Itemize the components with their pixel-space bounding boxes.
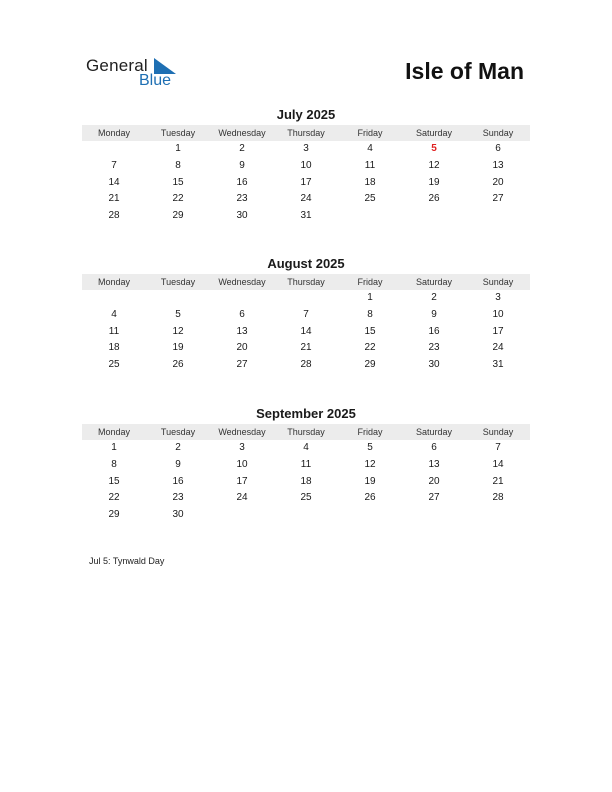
weekday-header-row	[82, 424, 530, 440]
week-row	[82, 141, 530, 158]
day-cell: 27	[492, 193, 504, 205]
day-cell: 15	[364, 325, 376, 337]
empty-day-cell	[466, 208, 530, 225]
day-cell: 13	[492, 159, 504, 171]
empty-day-cell	[338, 507, 402, 524]
empty-day-cell	[210, 507, 274, 524]
week-row	[82, 357, 530, 374]
month-title: September 2025	[256, 406, 356, 421]
weekday-header: Saturday	[415, 427, 453, 437]
weekday-header: Monday	[97, 427, 131, 437]
day-cell: 26	[364, 492, 376, 504]
day-cell: 23	[172, 492, 184, 504]
day-cell: 13	[428, 458, 440, 470]
day-cell: 21	[492, 475, 504, 487]
logo-blue-text: Blue	[139, 72, 172, 89]
day-cell: 9	[431, 308, 437, 320]
day-cell: 17	[492, 325, 504, 337]
day-cell: 29	[364, 359, 376, 371]
day-cell: 12	[172, 325, 184, 337]
day-cell: 7	[111, 159, 117, 171]
day-cell: 21	[108, 193, 120, 205]
day-cell: 1	[175, 143, 181, 154]
day-cell: 26	[172, 359, 184, 371]
day-cell: 24	[300, 193, 312, 205]
weekday-header: Friday	[357, 427, 383, 437]
day-cell: 20	[236, 342, 248, 354]
weekday-header: Tuesday	[160, 277, 196, 287]
empty-day-cell	[402, 507, 466, 524]
weekday-header: Tuesday	[160, 427, 196, 437]
week-row	[82, 490, 530, 507]
day-cell: 25	[300, 492, 312, 504]
week-row	[82, 324, 530, 341]
empty-day-cell	[402, 208, 466, 225]
weekday-header: Monday	[97, 277, 131, 287]
empty-day-cell	[82, 141, 146, 158]
day-cell: 23	[428, 342, 440, 354]
empty-day-cell	[82, 290, 146, 307]
day-cell: 15	[108, 475, 120, 487]
week-row	[82, 340, 530, 357]
day-cell: 18	[364, 176, 376, 188]
day-cell: 3	[239, 442, 245, 453]
weekday-header: Sunday	[482, 277, 514, 287]
day-cell: 10	[300, 159, 312, 171]
weekday-header: Friday	[357, 277, 383, 287]
day-cell: 6	[431, 442, 437, 453]
week-row	[82, 290, 530, 307]
day-cell: 4	[367, 143, 373, 154]
day-cell: 1	[367, 292, 373, 303]
day-cell: 25	[108, 359, 120, 371]
day-cell: 22	[364, 342, 376, 354]
day-cell: 28	[300, 359, 312, 371]
week-row	[82, 191, 530, 208]
day-cell: 30	[172, 509, 184, 521]
day-cell: 5	[431, 143, 437, 154]
day-cell: 22	[108, 492, 120, 504]
day-cell: 19	[172, 342, 184, 354]
country-title: Isle of Man	[405, 58, 524, 84]
weekday-header: Thursday	[287, 427, 325, 437]
day-cell: 17	[300, 176, 312, 188]
day-cell: 22	[172, 193, 184, 205]
day-cell: 14	[492, 458, 504, 470]
month-calendar	[82, 106, 530, 225]
day-cell: 11	[300, 458, 312, 470]
week-row	[82, 158, 530, 175]
empty-day-cell	[146, 290, 210, 307]
day-cell: 25	[364, 193, 376, 205]
holiday-note: Jul 5: Tynwald Day	[89, 556, 165, 566]
day-cell: 26	[428, 193, 440, 205]
weekday-header: Saturday	[415, 128, 453, 138]
day-cell: 7	[495, 442, 501, 453]
month-calendar	[82, 405, 530, 524]
weekday-header-row	[82, 274, 530, 290]
day-cell: 15	[172, 176, 184, 188]
day-cell: 29	[172, 210, 184, 222]
day-cell: 20	[492, 176, 504, 188]
logo	[86, 56, 186, 92]
weekday-header: Thursday	[287, 277, 325, 287]
day-cell: 24	[236, 492, 248, 504]
day-cell: 27	[428, 492, 440, 504]
empty-day-cell	[274, 507, 338, 524]
day-cell: 14	[300, 325, 312, 337]
weekday-header: Saturday	[415, 277, 453, 287]
day-cell: 10	[492, 308, 504, 320]
day-cell: 29	[108, 509, 120, 521]
weekday-header: Wednesday	[218, 128, 266, 138]
day-cell: 3	[303, 143, 309, 154]
empty-day-cell	[466, 507, 530, 524]
week-row	[82, 507, 530, 524]
day-cell: 8	[111, 458, 117, 470]
day-cell: 11	[108, 325, 120, 337]
day-cell: 7	[303, 308, 309, 320]
day-cell: 31	[492, 359, 504, 371]
day-cell: 5	[367, 442, 373, 453]
day-cell: 2	[175, 442, 181, 453]
day-cell: 12	[428, 159, 440, 171]
week-row	[82, 175, 530, 192]
day-cell: 20	[428, 475, 440, 487]
weekday-header: Thursday	[287, 128, 325, 138]
weekday-header: Monday	[97, 128, 131, 138]
day-cell: 9	[175, 458, 181, 470]
month-calendar	[82, 255, 530, 374]
holiday-notes	[89, 556, 164, 566]
week-row	[82, 440, 530, 457]
weekday-header-row	[82, 125, 530, 141]
month-title: August 2025	[267, 256, 345, 271]
day-cell: 24	[492, 342, 504, 354]
day-cell: 16	[428, 325, 440, 337]
day-cell: 19	[428, 176, 440, 188]
day-cell: 4	[303, 442, 309, 453]
day-cell: 8	[367, 308, 373, 320]
day-cell: 13	[236, 325, 248, 337]
day-cell: 18	[108, 342, 120, 354]
day-cell: 10	[236, 458, 248, 470]
day-cell: 6	[495, 143, 501, 154]
day-cell: 23	[236, 193, 248, 205]
day-cell: 21	[300, 342, 312, 354]
day-cell: 31	[300, 210, 312, 222]
day-cell: 11	[364, 159, 376, 171]
day-cell: 18	[300, 475, 312, 487]
day-cell: 16	[236, 176, 248, 188]
day-cell: 5	[175, 308, 181, 320]
empty-day-cell	[338, 208, 402, 225]
empty-day-cell	[274, 290, 338, 307]
day-cell: 2	[239, 143, 245, 154]
month-title: July 2025	[276, 107, 336, 122]
weekday-header: Wednesday	[218, 427, 266, 437]
weekday-header: Tuesday	[160, 128, 196, 138]
logo-general-text: General	[86, 56, 148, 75]
weekday-header: Wednesday	[218, 277, 266, 287]
day-cell: 30	[428, 359, 440, 371]
week-row	[82, 307, 530, 324]
day-cell: 12	[364, 458, 376, 470]
day-cell: 6	[239, 308, 245, 320]
weekday-header: Sunday	[482, 128, 514, 138]
day-cell: 16	[172, 475, 184, 487]
weekday-header: Sunday	[482, 427, 514, 437]
week-row	[82, 457, 530, 474]
day-cell: 4	[111, 308, 117, 320]
day-cell: 17	[236, 475, 248, 487]
day-cell: 28	[108, 210, 120, 222]
day-cell: 14	[108, 176, 120, 188]
day-cell: 19	[364, 475, 376, 487]
day-cell: 27	[236, 359, 248, 371]
day-cell: 1	[111, 442, 117, 453]
day-cell: 30	[236, 210, 248, 222]
week-row	[82, 474, 530, 491]
day-cell: 8	[175, 159, 181, 171]
weekday-header: Friday	[357, 128, 383, 138]
empty-day-cell	[210, 290, 274, 307]
day-cell: 28	[492, 492, 504, 504]
day-cell: 3	[495, 292, 501, 303]
week-row	[82, 208, 530, 225]
day-cell: 2	[431, 292, 437, 303]
day-cell: 9	[239, 159, 245, 171]
